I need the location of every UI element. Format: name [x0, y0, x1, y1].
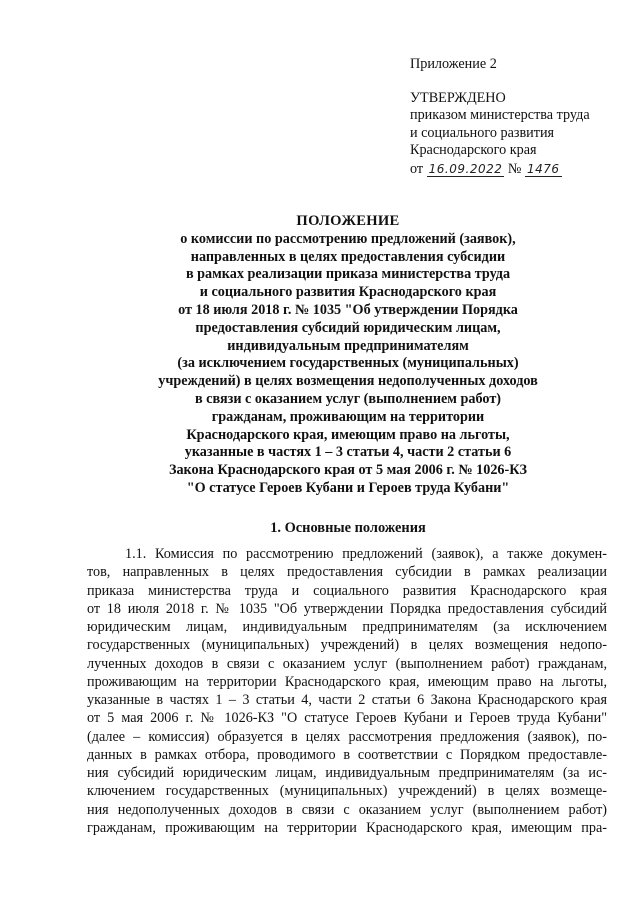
body-line: юридическим лицам, индивидуальным предпринимателям (за исключением	[87, 619, 607, 635]
body-line: проживающим на территории Краснодарского края, имеющим право на льготы,	[87, 673, 607, 690]
title-line: Закона Краснодарского края от 5 мая 2006 г. № 1026-КЗ	[168, 462, 528, 479]
title-line: от 18 июля 2018 г. № 1035 "Об утверждении Порядка	[178, 301, 518, 318]
title-line: Краснодарского края, имеющим право на льготы,	[186, 426, 510, 443]
approval-line: Краснодарского края	[410, 142, 537, 158]
title-line: (за исключением государственных (муниципальных)	[177, 355, 519, 372]
title-line: указанные в частях 1 – 3 статьи 4, части 2 статьи 6	[184, 444, 512, 461]
body-line: ния недополученных доходов в связи с оказанием услуг (выполнением работ)	[87, 801, 607, 818]
body-line: (далее – комиссия) образуется в целях рассмотрения предложения (заявок), по-	[87, 728, 607, 745]
body-line: указанные в частях 1 – 3 статьи 4, части 2 статьи 6 Закона Краснодарского края	[87, 692, 607, 708]
approval-block	[410, 56, 632, 178]
title-line: индивидуальным предпринимателям	[227, 337, 469, 354]
title-line: и социального развития Краснодарского края	[199, 284, 497, 301]
body-line: приказа министерства труда и социального развития Краснодарского края	[87, 582, 607, 599]
body-line: государственных (муниципальных) учреждений) в целях возмещения недопо-	[87, 637, 607, 654]
body-line: ключением государственных (муниципальных) учреждений) в целях возмеще-	[87, 783, 607, 800]
body-line: гражданам, проживающим на территории Краснодарского края, имеющим пра-	[87, 819, 607, 836]
from-label: от	[410, 160, 424, 177]
body-line: от 5 мая 2006 г. № 1026-КЗ "О статусе Героев Кубани и Героев труда Кубани"	[87, 710, 607, 727]
title-line: о комиссии по рассмотрению предложений (заявок),	[180, 230, 516, 247]
body-line: данных в рамках отбора, проводимого в соответствии с Порядком предоставле-	[87, 746, 607, 763]
body-line: лученных доходов в связи с оказанием услуг (выполнением работ) гражданам,	[87, 655, 607, 672]
body-line: от 18 июля 2018 г. № 1035 "Об утверждении Порядка предоставления субсидий	[87, 600, 607, 617]
appendix-label: Приложение 2	[410, 56, 497, 72]
approval-line: приказом министерства труда	[410, 107, 590, 123]
section-heading: 1. Основные положения	[270, 520, 426, 536]
approval-line: и социального развития	[410, 124, 555, 141]
handwritten-date: 16.09.2022	[428, 161, 503, 176]
body-line: тов, направленных в целях предоставления субсидии в рамках реализации	[87, 564, 607, 581]
number-label: №	[507, 160, 522, 177]
handwritten-number: 1476	[527, 161, 560, 176]
approved-label: УТВЕРЖДЕНО	[410, 89, 506, 106]
body-line: 1.1. Комиссия по рассмотрению предложений (заявок), а также докумен-	[125, 546, 607, 562]
order-date-number-row	[410, 161, 632, 179]
title-line: в рамках реализации приказа министерства труда	[185, 266, 511, 283]
title-line: гражданам, проживающим на территории	[211, 408, 485, 425]
title-line: предоставления субсидий юридическим лицам,	[195, 319, 501, 336]
title-line: в связи с оказанием услуг (выполнением работ)	[194, 390, 502, 407]
title-line: направленных в целях предоставления субсидии	[190, 248, 506, 265]
title-line: "О статусе Героев Кубани и Героев труда Кубани"	[186, 479, 510, 496]
document-title	[60, 213, 636, 498]
body-paragraph	[87, 545, 607, 837]
title-heading: ПОЛОЖЕНИЕ	[296, 213, 400, 229]
body-line: ния субсидий юридическим лицам, индивидуальным предпринимателям (за ис-	[87, 765, 607, 781]
title-line: учреждений) в целях возмещения недополученных доходов	[158, 373, 538, 390]
